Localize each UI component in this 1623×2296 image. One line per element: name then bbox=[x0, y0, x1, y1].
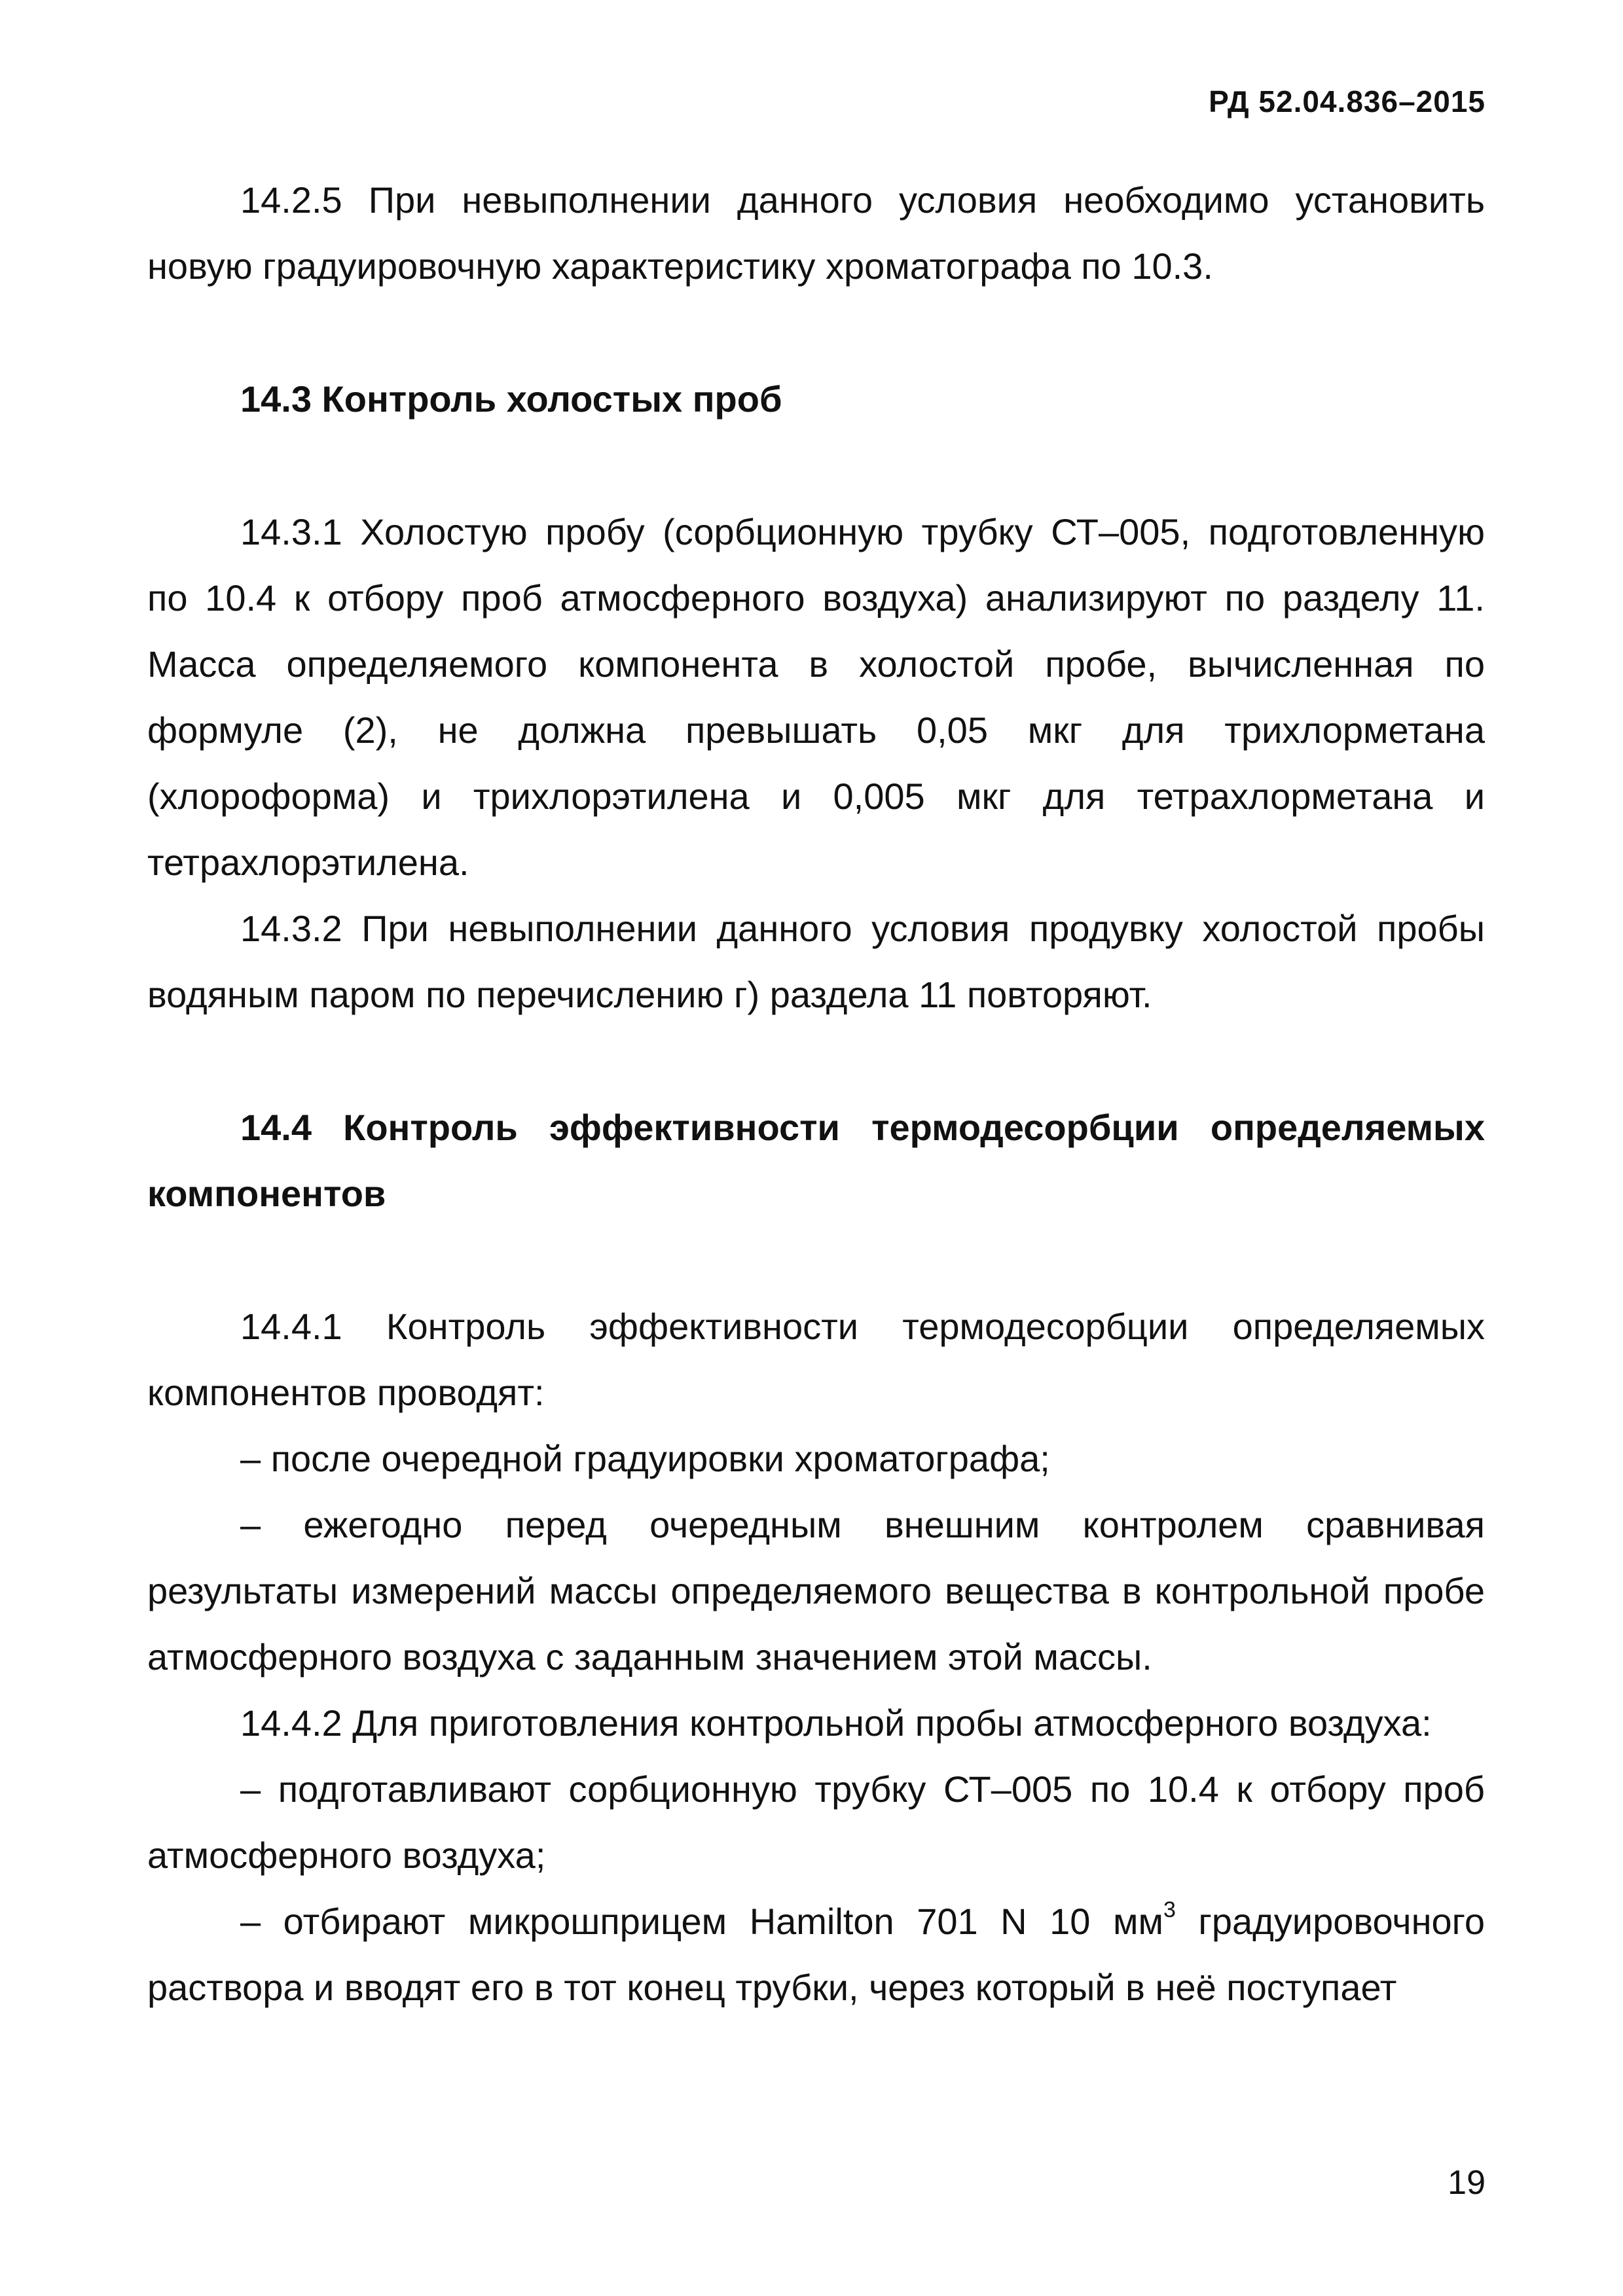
spacer bbox=[147, 299, 1485, 366]
syringe-text-before: – отбирают микрошприцем Hamilton 701 N 10 мм bbox=[240, 1901, 1163, 1942]
list-item-syringe bbox=[147, 1888, 1485, 2020]
spacer bbox=[147, 432, 1485, 499]
list-item-yearly-control: – ежегодно перед очередным внешним контролем сравнивая результаты измерений массы определяемого вещества в контрольной пробе атмосферного воздуха с заданным значением этой массы. bbox=[147, 1504, 1485, 1677]
list-item-after-calibration: – после очередной градуировки хроматографа; bbox=[240, 1438, 1050, 1479]
syringe-text-after: градуировочного раствора и вводят его в тот конец трубки, через который в неё поступает bbox=[147, 1901, 1485, 2008]
superscript-cubic: 3 bbox=[1163, 1897, 1176, 1923]
document-code-header: РД 52.04.836–2015 bbox=[1209, 84, 1486, 118]
paragraph-14-3-1: 14.3.1 Холостую пробу (сорбционную трубку СТ–005, подготовленную по 10.4 к отбору проб атмосферного воздуха) анализируют по разделу 11. Масса определяемого компонента в холостой пробе, вычисленная по формуле (2), не должна превышать 0,05 мкг для трихлорметана (хлороформа) и трихлорэтилена и 0,005 мкг для тетрахлорметана и тетрахлорэтилена. bbox=[147, 511, 1485, 883]
section-heading-14-4: 14.4 Контроль эффективности термодесорбции определяемых компонентов bbox=[147, 1107, 1485, 1214]
page-content bbox=[147, 167, 1485, 2020]
section-heading-14-3: 14.3 Контроль холостых проб bbox=[240, 378, 782, 420]
spacer bbox=[147, 1028, 1485, 1094]
paragraph-14-2-5: 14.2.5 При невыполнении данного условия необходимо установить новую градуировочную характеристику хроматографа по 10.3. bbox=[147, 179, 1485, 287]
list-item-prepare-tube: – подготавливают сорбционную трубку СТ–005 по 10.4 к отбору проб атмосферного воздуха; bbox=[147, 1768, 1485, 1876]
paragraph-14-4-2: 14.4.2 Для приготовления контрольной пробы атмосферного воздуха: bbox=[240, 1702, 1432, 1744]
page-number: 19 bbox=[1448, 2164, 1486, 2202]
paragraph-14-4-1: 14.4.1 Контроль эффективности термодесорбции определяемых компонентов проводят: bbox=[147, 1306, 1485, 1413]
paragraph-14-3-2: 14.3.2 При невыполнении данного условия продувку холостой пробы водяным паром по перечислению г) раздела 11 повторяют. bbox=[147, 908, 1485, 1015]
spacer bbox=[147, 1227, 1485, 1293]
